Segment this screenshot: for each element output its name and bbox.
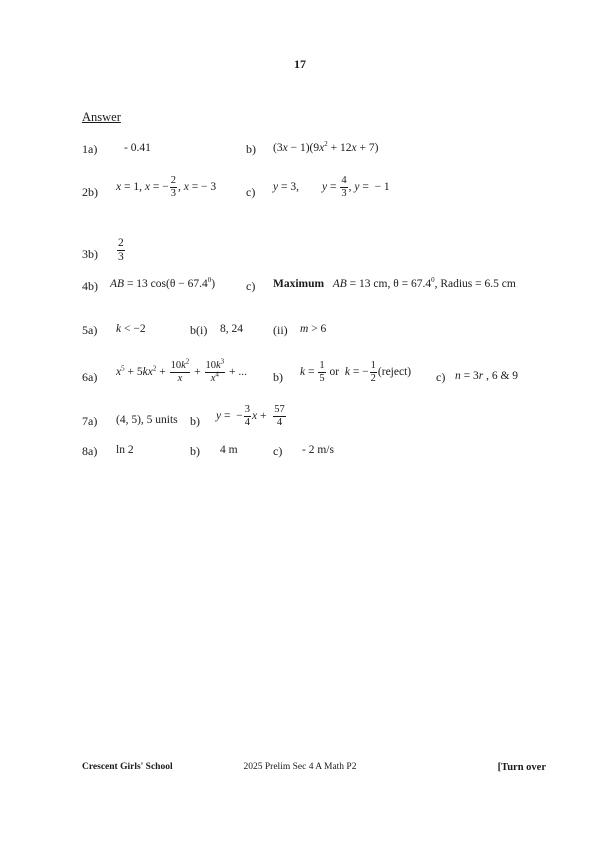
answer-1a: - 0.41 xyxy=(124,142,151,154)
footer-school: Crescent Girls' School xyxy=(82,762,173,772)
answer-8c: - 2 m/s xyxy=(302,444,334,456)
label-8b: b) xyxy=(190,444,200,458)
label-3b: 3b) xyxy=(82,247,98,261)
answer-6c: n = 3r , 6 & 9 xyxy=(455,370,519,382)
answer-5bii: m > 6 xyxy=(300,323,327,335)
label-2b: 2b) xyxy=(82,185,98,199)
label-6a: 6a) xyxy=(82,370,98,384)
label-4b: 4b) xyxy=(82,279,98,293)
label-6b: b) xyxy=(273,370,283,384)
label-5a: 5a) xyxy=(82,323,98,337)
page-number: 17 xyxy=(294,57,306,71)
answer-1b: $(3x - 1)(9x^2 + 12x + 7)$ xyxy=(273,140,379,154)
label-6c: c) xyxy=(436,370,446,384)
label-5bii: (ii) xyxy=(273,323,288,337)
answer-8a: ln 2 xyxy=(116,444,134,456)
answer-6a: $x^5 + 5kx^2$ + $\frac{10k^2}{x}$ + $\frac{10k^3}{x^4}$ + ... xyxy=(116,357,248,385)
answer-2c: y = 3, y = $\frac{4}{3}$ , y = − 1 xyxy=(273,175,390,200)
label-1b: b) xyxy=(246,142,256,156)
answer-4b: AB = 13 $\cos(\theta - 67.4^0)$ xyxy=(110,276,216,290)
answer-7a: (4, 5), 5 units xyxy=(116,414,178,426)
answer-heading: Answer xyxy=(82,110,121,124)
answer-5bi: 8, 24 xyxy=(220,323,243,335)
label-8c: c) xyxy=(273,444,283,458)
answer-7b: y = − $\frac{3}{4}$ x + $\frac{57}{4}$ xyxy=(216,404,285,429)
label-2c: c) xyxy=(246,185,256,199)
answer-5a: k < −2 xyxy=(116,323,146,335)
footer-paper: 2025 Prelim Sec 4 A Math P2 xyxy=(243,762,357,772)
maximum-word: Maximum xyxy=(273,278,325,290)
answer-3b: $\frac{2}{3}$ xyxy=(118,237,124,264)
label-7a: 7a) xyxy=(82,414,98,428)
answer-8b: 4 m xyxy=(220,444,238,456)
label-4c: c) xyxy=(246,279,256,293)
answer-6b: k = $\frac{1}{5}$ or k = − $\frac{1}{2}$ (reject) xyxy=(300,360,412,385)
label-8a: 8a) xyxy=(82,444,98,458)
answer-2b: x = 1, x = − $\frac{2}{3}$ , x = − 3 xyxy=(116,175,217,200)
label-1a: 1a) xyxy=(82,142,98,156)
label-7b: b) xyxy=(190,414,200,428)
label-5bi: b(i) xyxy=(190,323,208,337)
answer-4c: Maximum AB = 13 cm, $\theta = 67.4^0$, Radius = 6.5 cm xyxy=(273,276,516,290)
footer-turn-over: [Turn over xyxy=(497,762,546,773)
